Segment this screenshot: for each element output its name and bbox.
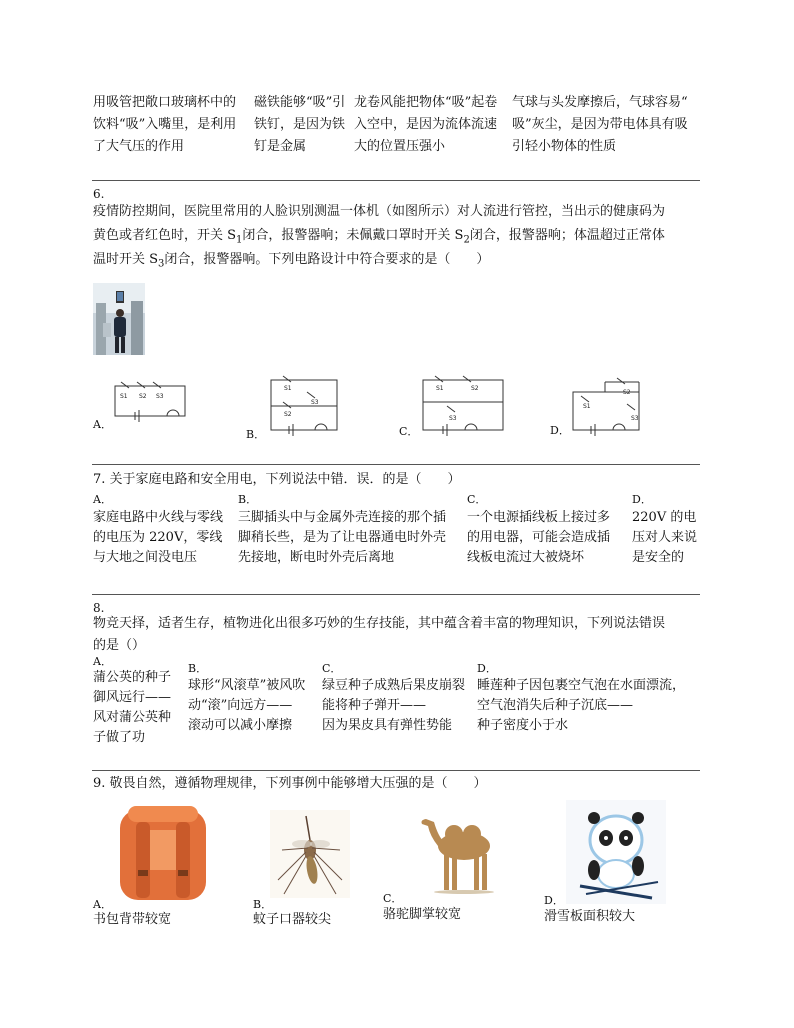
option-letter: D．: [544, 894, 564, 907]
option-text: 蒲公英的种子 御风远行—— 风对蒲公英种 子做了功: [93, 670, 172, 745]
question-stem: 7. 关于家庭电路和安全用电，下列说法中错．误．的是（ ）: [93, 472, 461, 487]
option-letter: C．: [322, 662, 342, 675]
option-letter: D．: [477, 662, 497, 675]
switch-label: S2: [623, 389, 631, 396]
camel-image: [414, 806, 506, 894]
option-text: 滑雪板面积较大: [544, 909, 636, 924]
switch-label: S3: [449, 415, 457, 422]
q5-option-a: 用吸管把敞口玻璃杯中的 饮料“吸”入嘴里，是利用 了大气压的作用: [93, 95, 237, 154]
mosquito-image: [270, 810, 350, 898]
option-letter: B．: [238, 493, 258, 506]
switch-label: S1: [284, 385, 292, 392]
option-letter: A．: [93, 493, 112, 506]
switch-label: S3: [156, 393, 164, 400]
question-stem-line: 温时开关 $S_3$闭合，报警器响。下列电路设计中符合要求的是（ ）: [93, 252, 490, 270]
question-stem-line: 黄色或者红色时，开关 $S_1$闭合，报警器响；未佩戴口罩时开关 $S_2$闭合，报警器响；体温超过正常体: [93, 228, 665, 246]
option-text: 绿豆种子成熟后果皮崩裂 能将种子弹开—— 因为果皮具有弹性势能: [322, 678, 466, 733]
option-a-label: A．: [93, 418, 112, 431]
panda-mascot-image: [566, 800, 666, 904]
question-stem: 9. 敬畏自然，遵循物理规律，下列事例中能够增大压强的是（ ）: [93, 776, 487, 791]
switch-label: S1: [120, 393, 128, 400]
switch-label: S3: [311, 399, 319, 406]
q5-option-b: 磁铁能够“吸”引 铁钉，是因为铁 钉是金属: [254, 95, 346, 154]
backpack-image: [112, 800, 214, 904]
switch-label: S3: [631, 415, 639, 422]
option-text: 睡莲种子因包裹空气泡在水面漂流， 空气泡消失后种子沉底—— 种子密度小于水: [477, 678, 686, 733]
divider: [92, 770, 700, 771]
option-letter: A．: [93, 655, 112, 668]
option-text: 220V 的电 压对人来说 是安全的: [632, 510, 698, 565]
option-letter: A．: [93, 898, 112, 911]
option-letter: D．: [632, 493, 652, 506]
question-number: 6.: [93, 187, 105, 201]
option-text: 家庭电路中火线与零线 的电压为 220V，零线 与大地之间没电压: [93, 510, 224, 565]
question-stem: 物竞天择，适者生存，植物进化出很多巧妙的生存技能，其中蕴含着丰富的物理知识，下列说法错误 的是（）: [93, 616, 666, 653]
option-text: 一个电源插线板上接过多 的用电器，可能会造成插 线板电流过大被烧坏: [467, 510, 611, 565]
switch-label: S1: [436, 385, 444, 392]
option-c-label: C．: [399, 425, 419, 438]
option-b-label: B．: [246, 428, 266, 441]
option-text: 骆驼脚掌较宽: [383, 907, 462, 922]
option-text: 蚊子口器较尖: [253, 912, 332, 927]
option-text: 球形“风滚草”被风吹 动“滚”向远方—— 滚动可以减小摩擦: [188, 678, 306, 733]
option-text: 三脚插头中与金属外壳连接的那个插 脚稍长些，是为了让电器通电时外壳 先接地，断电时外壳后离地: [238, 510, 447, 565]
switch-label: S2: [284, 411, 292, 418]
option-letter: C．: [467, 493, 487, 506]
option-letter: B．: [253, 898, 273, 911]
question-number: 8.: [93, 601, 105, 615]
divider: [92, 180, 700, 181]
face-recognition-photo: [93, 283, 145, 355]
option-letter: B．: [188, 662, 208, 675]
q5-option-d: 气球与头发摩擦后，气球容易“ 吸”灰尘，是因为带电体具有吸 引轻小物体的性质: [512, 95, 688, 154]
q5-option-c: 龙卷风能把物体“吸”起卷 入空中，是因为流体流速 大的位置压强小: [354, 95, 498, 154]
switch-label: S2: [139, 393, 147, 400]
option-text: 书包背带较宽: [93, 912, 172, 927]
switch-label: S1: [583, 403, 591, 410]
divider: [92, 464, 700, 465]
option-letter: C．: [383, 892, 403, 905]
option-d-label: D．: [550, 424, 570, 437]
divider: [92, 594, 700, 595]
question-stem-line: 疫情防控期间，医院里常用的人脸识别测温一体机（如图所示）对人流进行管控，当出示的健康码为: [93, 204, 666, 219]
switch-label: S2: [471, 385, 479, 392]
